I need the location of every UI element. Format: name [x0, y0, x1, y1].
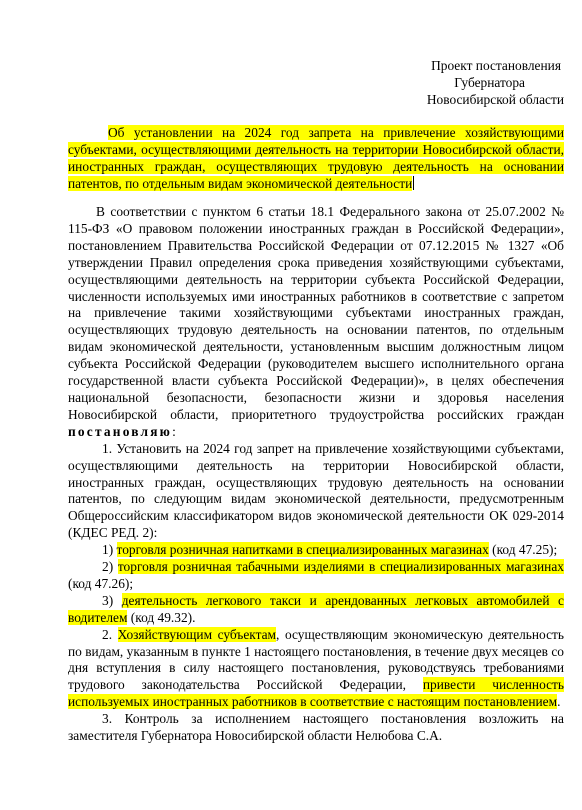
header-line-2: Губернатора: [454, 74, 525, 90]
item-2-end: .: [557, 694, 561, 710]
subitem-3: [68, 593, 564, 627]
item-2-highlight-1: Хозяйствующим субъектам: [117, 626, 277, 642]
header-line-1: Проект постановления: [431, 58, 561, 73]
subitem-3-num: 3): [102, 592, 114, 608]
subitem-3-highlight: деятельность легкового такси и арендованных легковых автомобилей с водителем: [68, 592, 564, 625]
subitem-2-num: 2): [102, 559, 114, 575]
subitem-1-num: 1): [102, 542, 114, 558]
document-title: [68, 125, 564, 193]
subitem-2-highlight: торговля розничная табачными изделиями в специализированных магазинах: [117, 559, 564, 575]
subitem-1-rest: (код 47.25);: [492, 542, 558, 558]
subitem-3-rest: (код 49.32).: [130, 609, 196, 625]
item-3: 3. Контроль за исполнением настоящего постановления возложить на заместителя Губернатора Новосибирской области Нелюбова С.А.: [68, 711, 564, 744]
title-text: Об установлении на 2024 год запрета на привлечение хозяйствующими субъектами, осуществляющими деятельность на территории Новосибирской области, иностранных граждан, осуществляющих трудовую деятельность на основании патентов, по отдельным видам экономической деятельности: [68, 125, 564, 191]
subitem-1: [68, 542, 564, 559]
item-2-middle: , осуществляющим экономическую деятельность по видам, указанным в пункте 1 настоящего постановления, в течение двух месяцев со дня вступления в силу настоящего постановления, руководствуясь требованиями трудового законодательства Российской Федерации,: [68, 626, 564, 693]
decree-word: постановляю: [68, 423, 173, 439]
subitem-2-rest: (код 47.26);: [68, 575, 134, 591]
preamble-colon: :: [172, 423, 176, 439]
document-body: [68, 204, 564, 745]
item-2-highlight-2: привести численность используемых иностранных работников в соответствие с настоящим постановлением: [68, 677, 565, 710]
subitem-1-highlight: торговля розничная напитками в специализированных магазинах: [116, 542, 489, 558]
preamble-paragraph: [68, 204, 564, 441]
text-cursor: [413, 176, 414, 190]
item-2: [68, 627, 564, 712]
header-line-3: Новосибирской области: [426, 91, 564, 107]
preamble-text: В соответствии с пунктом 6 статьи 18.1 Федерального закона от 25.07.2002 № 115-ФЗ «О правовом положении иностранных граждан в Российской Федерации», постановлением Правительства Российской Федерации от 07.12.2015 № 1327 «Об утверждении Правил определения срока приведения хозяйствующими субъектами, осуществляющими деятельность на территории субъекта Российской Федерации, численности используемых ими иностранных работников в соответствие с запретом на привлечение такими хозяйствующими субъектами иностранных граждан, осуществляющих трудовую деятельность на основании патентов, по отдельным видам экономической деятельности, установленным высшим должностным лицом субъекта Российской Федерации (руководителем высшего исполнительного органа государственной власти субъекта Российской Федерации)», в целях обеспечения национальной безопасности, безопасности жизни и здоровья населения Новосибирской области, приоритетного трудоустройства российских граждан: [68, 204, 564, 422]
subitem-2: [68, 559, 564, 593]
item-2-num: 2.: [102, 626, 113, 642]
item-1: 1. Установить на 2024 год запрет на привлечение хозяйствующими субъектами, осуществляющими деятельность на территории Новосибирской области, иностранных граждан, осуществляющих трудовую деятельность на основании патентов, по следующим видам экономической деятельности, предусмотренным Общероссийским классификатором видов экономической деятельности ОК 029-2014 (КДЕС РЕД. 2):: [68, 440, 564, 541]
project-header: [68, 58, 564, 109]
